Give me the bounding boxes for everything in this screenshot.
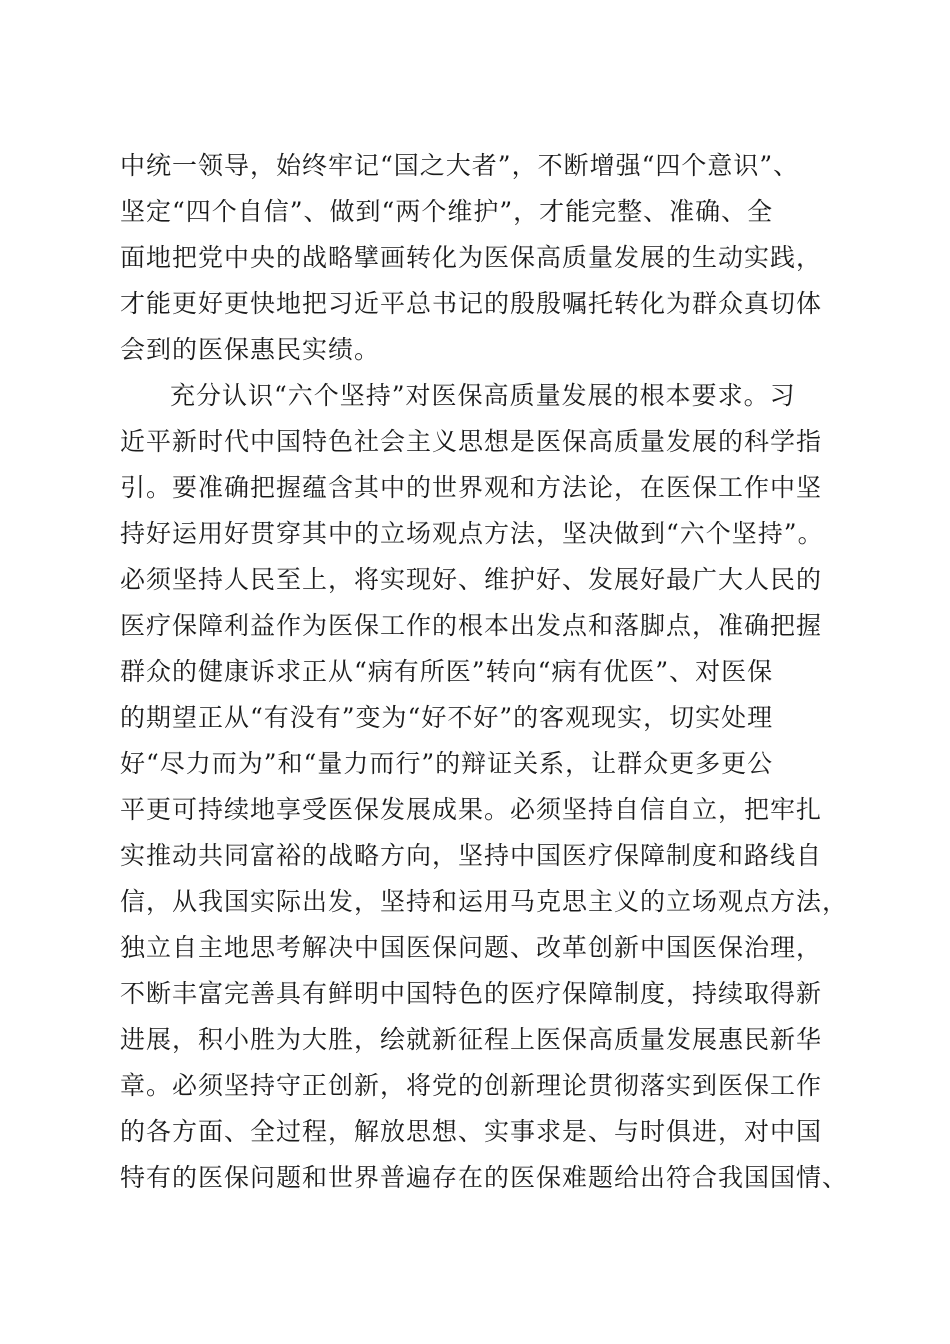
text-line: 必须坚持人民至上，将实现好、维护好、发展好最广大人民的 (120, 565, 823, 594)
text-line: 信，从我国实际出发，坚持和运用马克思主义的立场观点方法， (120, 887, 849, 916)
text-line: 章。必须坚持守正创新，将党的创新理论贯彻落实到医保工作 (120, 1071, 823, 1100)
text-line: 不断丰富完善具有鲜明中国特色的医疗保障制度，持续取得新 (120, 979, 823, 1008)
text-line: 近平新时代中国特色社会主义思想是医保高质量发展的科学指 (120, 427, 823, 456)
text-line: 平更可持续地享受医保发展成果。必须坚持自信自立，把牢扎 (120, 795, 823, 824)
text-line: 坚定“四个自信”、做到“两个维护”，才能完整、准确、全 (120, 197, 774, 226)
text-line: 进展，积小胜为大胜，绘就新征程上医保高质量发展惠民新华 (120, 1025, 823, 1054)
text-line: 群众的健康诉求正从“病有所医”转向“病有优医”、对医保 (120, 657, 774, 686)
text-line: 特有的医保问题和世界普遍存在的医保难题给出符合我国国情、 (120, 1163, 849, 1192)
text-line: 持好运用好贯穿其中的立场观点方法，坚决做到“六个坚持”。 (120, 519, 824, 548)
text-line: 好“尽力而为”和“量力而行”的辩证关系，让群众更多更公 (120, 749, 774, 778)
paragraph-start-line: 充分认识“六个坚持”对医保高质量发展的根本要求。习 (170, 381, 796, 410)
text-line: 实推动共同富裕的战略方向，坚持中国医疗保障制度和路线自 (120, 841, 823, 870)
text-line: 独立自主地思考解决中国医保问题、改革创新中国医保治理， (120, 933, 823, 962)
text-line: 医疗保障利益作为医保工作的根本出发点和落脚点，准确把握 (120, 611, 823, 640)
text-line: 中统一领导，始终牢记“国之大者”，不断增强“四个意识”、 (120, 151, 800, 180)
text-line: 会到的医保惠民实绩。 (120, 335, 381, 364)
text-line: 才能更好更快地把习近平总书记的殷殷嘱托转化为群众真切体 (120, 289, 823, 318)
text-line: 面地把党中央的战略擘画转化为医保高质量发展的生动实践， (120, 243, 823, 272)
body-text (120, 143, 849, 1201)
text-line: 的各方面、全过程，解放思想、实事求是、与时俱进，对中国 (120, 1117, 823, 1146)
text-line: 的期望正从“有没有”变为“好不好”的客观现实，切实处理 (120, 703, 774, 732)
text-line: 引。要准确把握蕴含其中的世界观和方法论，在医保工作中坚 (120, 473, 823, 502)
